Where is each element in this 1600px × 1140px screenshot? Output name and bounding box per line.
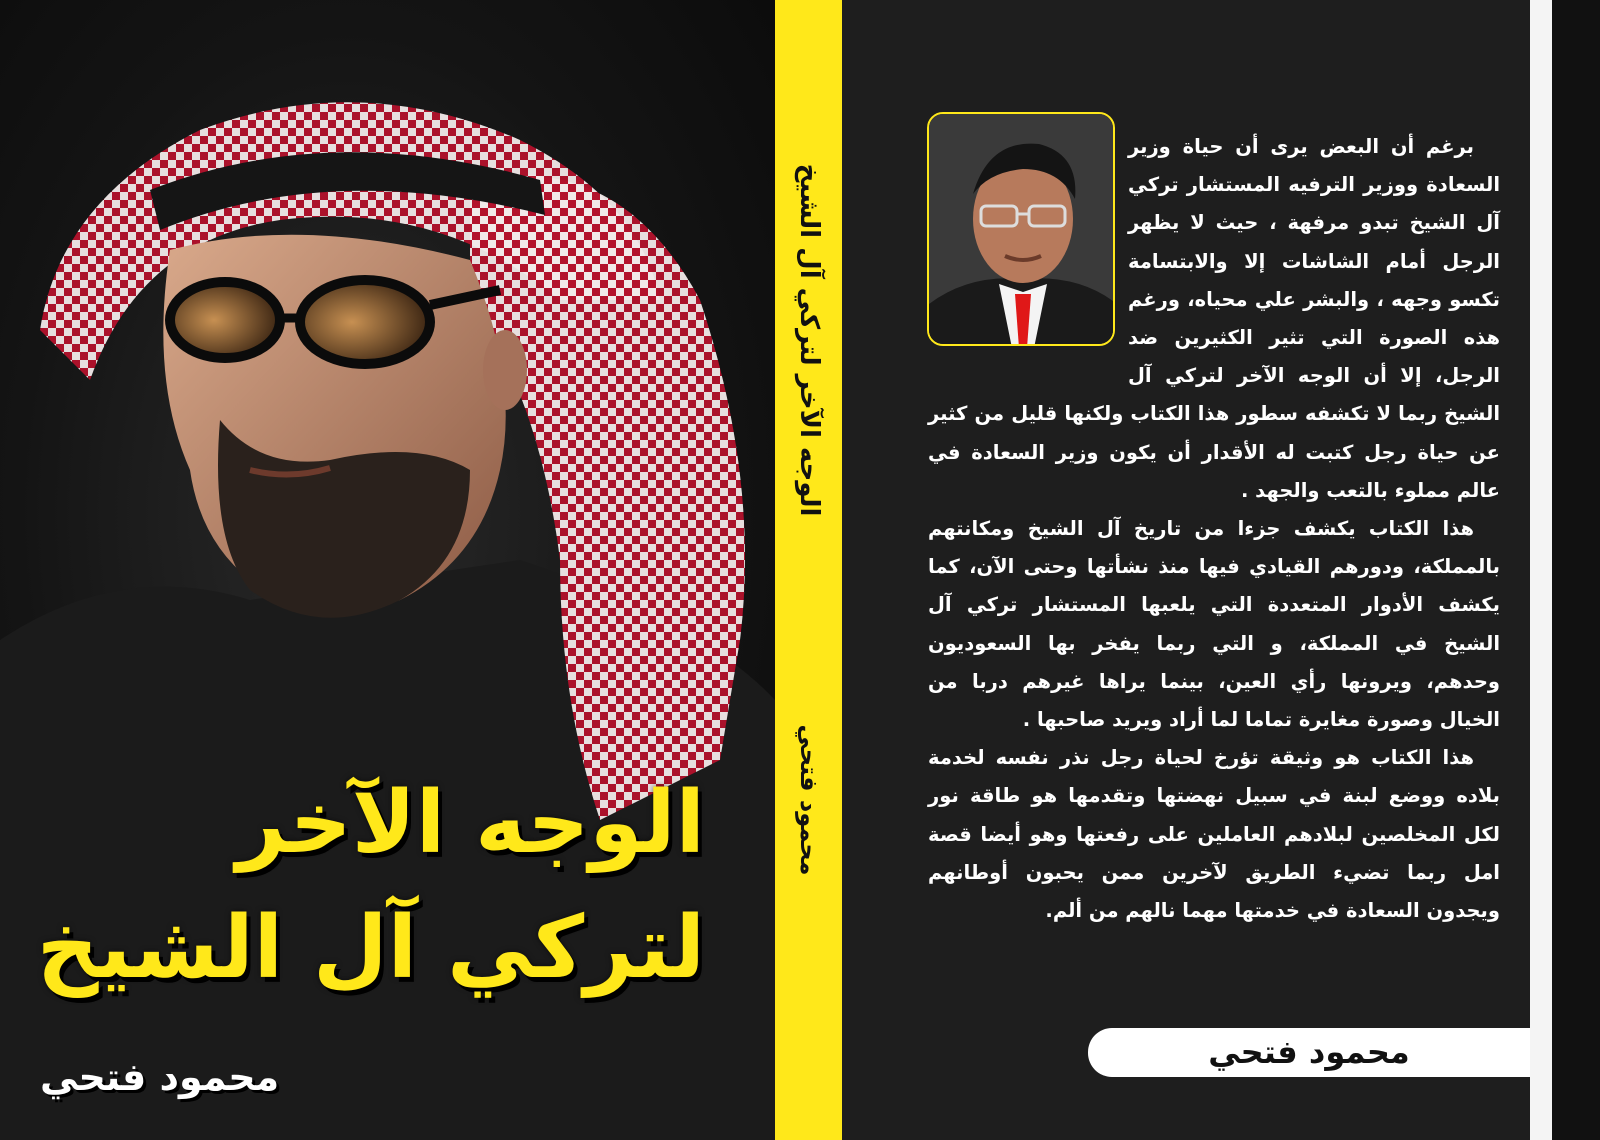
spine-title: الوجه الآخر لتركي آل الشيخ (793, 163, 824, 517)
blurb-paragraph-3: هذا الكتاب هو وثيقة تؤرخ لحياة رجل نذر نفسه لخدمة بلاده ووضع لبنة في سبيل نهضتها وتقدمها هو طاقة نور لكل المخلصين لبلادهم العاملين على رفعتها وهو أيضا قصة امل ربما تضيء الطريق لآخرين ممن يحبون أوطانهم ويجدون السعادة في خدمتها مهما نالهم من ألم. (928, 746, 1500, 923)
cover-title-line2: لتركي آل الشيخ (36, 898, 705, 998)
cover-edge-dark (1552, 0, 1600, 1140)
blurb-paragraph-1: برغم أن البعض يرى أن حياة وزير السعادة ووزير الترفيه المستشار تركي آل الشيخ تبدو مرفهة ، حيث لا يظهر الرجل أمام الشاشات إلا والابتسامة تكسو وجهه ، والبشر علي محياه، ورغم هذه الصورة التي تثير الكثيرين ضد الرجل، إلا أن الوجه الآخر لتركي آل الشيخ ربما لا تكشفه سطور هذا الكتاب ولكنها قليل من كثير عن حياة رجل كتبت له الأقدار أن يكون وزير السعادة في عالم مملوء بالتعب والجهد . (928, 135, 1500, 502)
back-blurb (928, 128, 1500, 930)
cover-title-line1: الوجه الآخر (236, 773, 705, 873)
cover-edge-strip (1530, 0, 1552, 1140)
author-name-pill-text: محمود فتحي (1208, 1033, 1410, 1071)
photo-spacer (928, 128, 1128, 364)
blurb-paragraph-2: هذا الكتاب يكشف جزءا من تاريخ آل الشيخ ومكانتهم بالمملكة، ودورهم القيادي فيها منذ نشأتها وحتى الآن، كما يكشف الأدوار المتعددة التي يلعبها المستشار تركي آل الشيخ في المملكة، و التي ربما يفخر بها السعوديون وحدهم، ويرونها رأي العين، بينما يراها غيرهم دربا من الخيال وصورة مغايرة تماما لما أراد ويريد صاحبها . (928, 517, 1500, 732)
spine-author: محمود فتحي (794, 724, 823, 876)
cover-author-name: محمود فتحي (40, 1055, 280, 1099)
book-spine (775, 0, 842, 1140)
author-name-pill (1088, 1028, 1530, 1077)
front-cover (0, 0, 775, 1140)
